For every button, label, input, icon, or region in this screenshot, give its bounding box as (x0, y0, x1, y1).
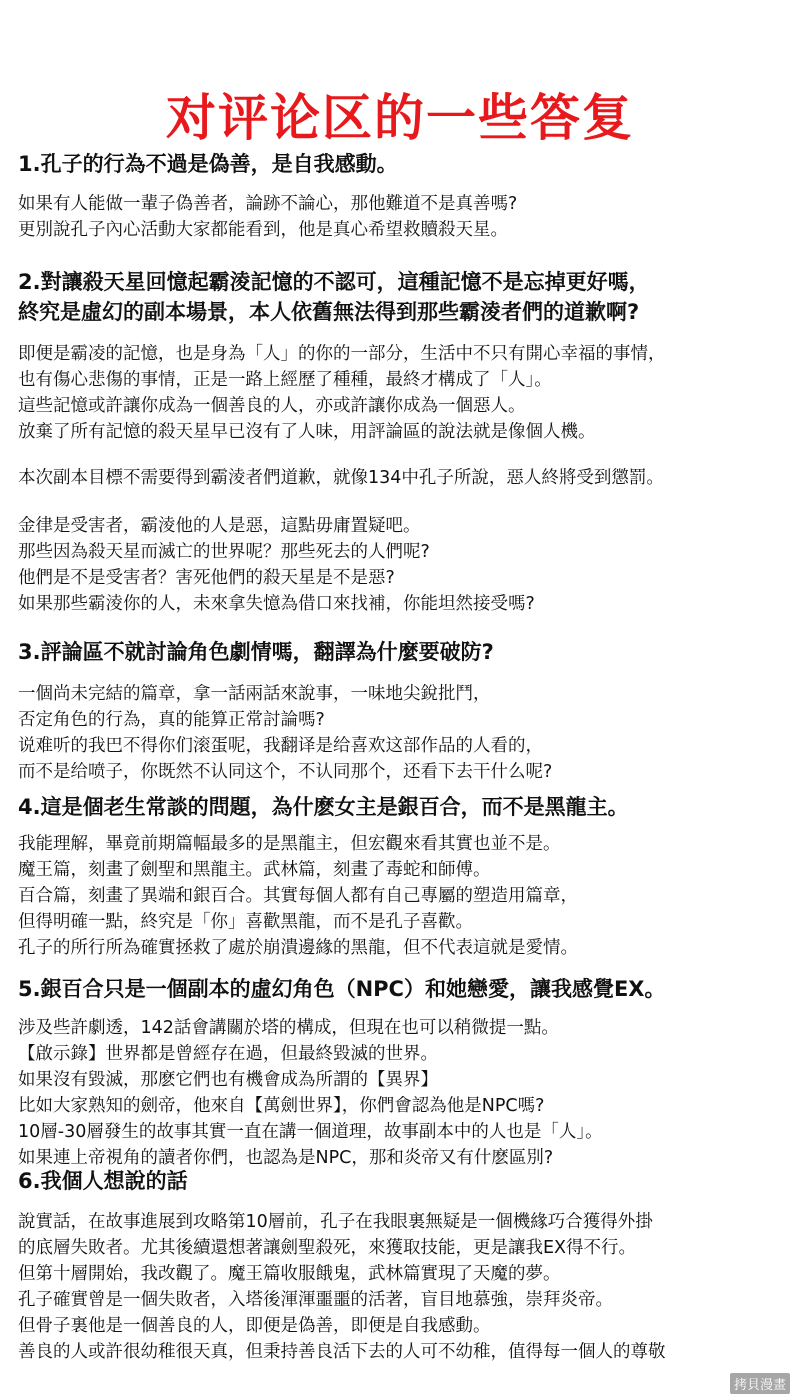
section-2-line: 如果那些霸淩你的人，未來拿失憶為借口來找補，你能坦然接受嗎? (18, 594, 535, 614)
section-6-heading: 6.我個人想說的話 (18, 1169, 188, 1193)
section-6-line: 孔子確實曾是一個失敗者，入塔後渾渾噩噩的活著，盲目地慕強，崇拜炎帝。 (18, 1290, 613, 1310)
section-4-line: 魔王篇，刻畫了劍聖和黑龍主。武林篇，刻畫了毒蛇和師傅。 (18, 860, 491, 880)
section-2-line: 他們是不是受害者？害死他們的殺天星是不是惡? (18, 568, 395, 588)
section-2-heading: 2.對讓殺天星回憶起霸淩記憶的不認可，這種記憶不是忘掉更好嗎， (18, 270, 650, 294)
section-4-heading: 4.這是個老生常談的問題，為什麽女主是銀百合，而不是黑龍主。 (18, 795, 629, 819)
section-2-heading: 終究是虛幻的副本場景，本人依舊無法得到那些霸淩者們的道歉啊? (18, 300, 640, 324)
section-2-line: 這些記憶或許讓你成為一個善良的人，亦或許讓你成為一個惡人。 (18, 396, 526, 416)
section-6-line: 善良的人或許很幼稚很天真，但秉持善良活下去的人可不幼稚，值得每一個人的尊敬 (18, 1342, 666, 1362)
section-5-line: 涉及些許劇透，142話會講關於塔的構成，但現在也可以稍微提一點。 (18, 1018, 559, 1038)
section-2-line: 本次副本目標不需要得到霸淩者們道歉，就像134中孔子所說，惡人終將受到懲罰。 (18, 468, 664, 488)
section-4-line: 孔子的所行所為確實拯救了處於崩潰邊緣的黑龍，但不代表這就是愛情。 (18, 938, 578, 958)
section-1-line: 如果有人能做一輩子偽善者，論跡不論心，那他難道不是真善嗎? (18, 194, 518, 214)
section-2-line: 即便是霸凌的記憶，也是身為「人」的你的一部分，生活中不只有開心幸福的事情， (18, 344, 666, 364)
section-3-line: 说难听的我巴不得你们滚蛋呢，我翻译是给喜欢这部作品的人看的， (18, 736, 543, 756)
section-4-line: 百合篇，刻畫了異端和銀百合。其實每個人都有自己專屬的塑造用篇章， (18, 886, 578, 906)
section-3-line: 而不是给喷子，你既然不认同这个，不认同那个，还看下去干什么呢? (18, 762, 553, 782)
section-6-line: 說實話，在故事進展到攻略第10層前，孔子在我眼裏無疑是一個機緣巧合獲得外掛 (18, 1212, 653, 1232)
section-2-line: 金律是受害者，霸淩他的人是惡，這點毋庸置疑吧。 (18, 516, 421, 536)
section-6-line: 的底層失敗者。尤其後續還想著讓劍聖殺死，來獲取技能，更是讓我EX得不行。 (18, 1238, 637, 1258)
section-2-line: 那些因為殺天星而滅亡的世界呢？那些死去的人們呢? (18, 542, 430, 562)
section-3-line: 否定角色的行為，真的能算正常討論嗎? (18, 710, 325, 730)
section-5-line: 【啟示錄】世界都是曾經存在過，但最終毀滅的世界。 (18, 1044, 438, 1064)
section-4-line: 我能理解，畢竟前期篇幅最多的是黑龍主，但宏觀來看其實也並不是。 (18, 834, 561, 854)
section-5-heading: 5.銀百合只是一個副本的虛幻角色（NPC）和她戀愛，讓我感覺EX。 (18, 977, 666, 1001)
section-5-line: 比如大家熟知的劍帝，他來自【萬劍世界】，你們會認為他是NPC嗎? (18, 1096, 545, 1116)
section-1-line: 更別說孔子內心活動大家都能看到，他是真心希望救贖殺天星。 (18, 220, 508, 240)
section-1-heading: 1.孔子的行為不過是偽善，是自我感動。 (18, 152, 398, 176)
section-6-line: 但骨子裏他是一個善良的人，即便是偽善，即便是自我感動。 (18, 1316, 491, 1336)
section-5-line: 如果連上帝視角的讀者你們，也認為是NPC，那和炎帝又有什麽區別? (18, 1148, 554, 1168)
section-4-line: 但得明確一點，終究是「你」喜歡黑龍，而不是孔子喜歡。 (18, 912, 473, 932)
section-3-line: 一個尚未完結的篇章，拿一話兩話來說事，一味地尖銳批鬥， (18, 684, 491, 704)
section-3-heading: 3.評論區不就討論角色劇情嗎，翻譯為什麼要破防? (18, 640, 494, 664)
section-6-line: 但第十層開始，我改觀了。魔王篇收服餓鬼，武林篇實現了天魔的夢。 (18, 1264, 561, 1284)
section-5-line: 10層-30層發生的故事其實一直在講一個道理，故事副本中的人也是「人」。 (18, 1122, 603, 1142)
watermark: 拷貝漫畫 (730, 1373, 790, 1394)
section-5-line: 如果沒有毀滅，那麽它們也有機會成為所謂的【異界】 (18, 1070, 438, 1090)
section-2-line: 也有傷心悲傷的事情，正是一路上經歷了種種，最終才構成了「人」。 (18, 370, 552, 390)
page-title: 对评论区的一些答复 (166, 89, 634, 147)
section-2-line: 放棄了所有記憶的殺天星早已沒有了人味，用評論區的說法就是像個人機。 (18, 422, 596, 442)
